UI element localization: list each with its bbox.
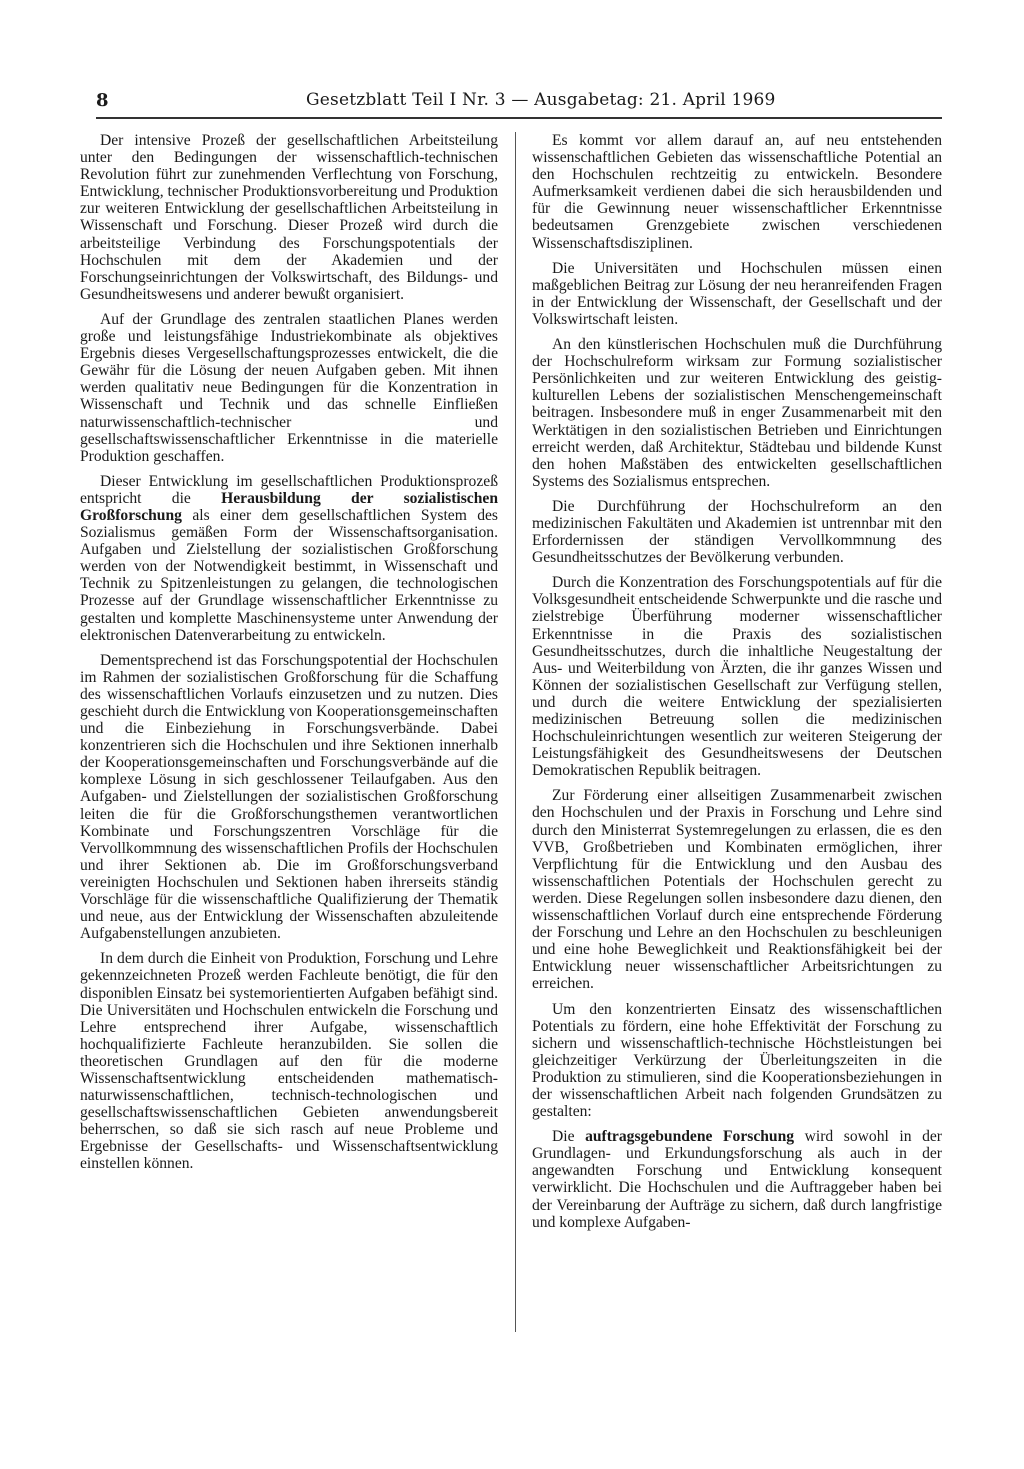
page-number: 8 [96,90,109,111]
paragraph: Die Universitäten und Hochschulen müssen einen maßgeblichen Beitrag zur Lösung der neu heranreifenden Fragen in der Entwicklung der Wissenschaft, der Gesellschaft und der Volkswirtschaft leisten. [532,259,942,328]
paragraph: Der intensive Prozeß der gesellschaftlichen Arbeitsteilung unter den Bedingungen der wissenschaftlich-technischen Revolution führt zur zunehmenden Verflechtung von Forschung, Entwicklung, technischer Produktionsvorbereitung und Produktion zur weiteren Entwicklung der gesellschaftlichen Arbeitsteilung in Wissenschaft und Forschung. Dieser Prozeß wird durch die arbeitsteilige Verbindung des Forschungspotentials der Hochschulen mit dem der Akademien und der Forschungseinrichtungen der Volkswirtschaft, des Bildungs- und Gesundheitswesens und anderer bewußt organisiert. [80,132,498,303]
running-title: Gesetzblatt Teil I Nr. 3 — Ausgabetag: 21. April 1969 [306,90,776,110]
paragraph: Dementsprechend ist das Forschungspotential der Hochschulen im Rahmen der sozialistischen Großforschung für die Schaffung des wissenschaftlichen Vorlaufs einzusetzen und zu nutzen. Dies geschieht durch die Entwicklung von Kooperationsgemeinschaften und die Einbeziehung in Forschungsverbände. Dabei konzentrieren sich die Hochschulen und ihre Sektionen innerhalb der Kooperationsgemeinschaften und Forschungsverbände auf die komplexe Lösung in sich geschlossener Teilaufgaben. Aus den Aufgaben- und Zielstellungen der sozialistischen Großforschung leiten die für die Großforschungsthemen verantwortlichen Kombinate und Forschungszentren Vorschläge für die Vervollkommnung des wissenschaftlichen Profils der Hochschulen und ihrer Sektionen ab. Die im Großforschungsverband vereinigten Hochschulen und Sektionen haben ihrerseits ständig Vorschläge für die wissenschaftliche Qualifizierung der Thematik und neue, aus der Entwicklung der Wissenschaften abzuleitende Aufgabenstellungen anzubieten. [80,651,498,943]
paragraph: Auf der Grundlage des zentralen staatlichen Planes werden große und leistungsfähige Industriekombinate als objektives Ergebnis dieses Vergesellschaftungsprozesses entwickelt, die die Gewähr für die Lösung der neuen Aufgaben geben. Mit ihnen werden qualitativ neue Bedingungen für die Konzentration in Wissenschaft und Technik und das schnelle Einfließen naturwissenschaftlich-technischer und gesellschaftswissenschaftlicher Erkenntnisse in die materielle Produktion geschaffen. [80,310,498,465]
paragraph [80,473,498,644]
text-span: wird sowohl in der Grundlagen- und Erkundungsforschung als auch in der angewandten Forschung und Entwicklung konsequent verwirklicht. Die Hochschulen und die Auftraggeber haben bei der Vereinbarung der Aufträge zu sichern, daß durch langfristige und komplexe Aufgaben- [532,1128,942,1231]
column-divider [515,132,516,1332]
header-rule [96,117,942,119]
paragraph: Es kommt vor allem darauf an, auf neu entstehenden wissenschaftlichen Gebieten das wissenschaftliche Potential an den Hochschulen rechtzeitig zu entwickeln. Besondere Aufmerksamkeit verdienen dabei die sich herausbildenden und für die Gewinnung neuer wissenschaftlicher Erkenntnisse bedeutsamen Grenzgebiete zwischen verschiedenen Wissenschaftsdisziplinen. [532,132,942,252]
paragraph: Um den konzentrierten Einsatz des wissenschaftlichen Potentials zu fördern, eine hohe Effektivität der Forschung zu sichern und wissenschaftlich-technische Höchstleistungen bei gleichzeitiger Verkürzung der Überleitungszeiten in die Produktion zu stimulieren, sind die Kooperationsbeziehungen in der wissenschaftlichen Arbeit nach folgenden Grundsätzen zu gestalten: [532,1000,942,1121]
page-header [96,90,938,112]
paragraph [532,1128,942,1231]
text-span: Dieser Entwicklung im gesellschaftlichen Produktionsprozeß entspricht die [80,472,498,507]
bold-term: auftragsgebundene Forschung [585,1128,795,1146]
right-column [532,132,942,1239]
paragraph: Die Durchführung der Hochschulreform an den medizinischen Fakultäten und Akademien ist untrennbar mit den Erfordernissen der ständigen Vervollkommnung des Gesundheitsschutzes der Bevölkerung verbunden. [532,497,942,567]
left-column [80,132,498,1181]
paragraph: An den künstlerischen Hochschulen muß die Durchführung der Hochschulreform wirksam zur Formung sozialistischer Persönlichkeiten und zur weiteren Entwicklung des geistig-kulturellen Lebens der sozialistischen Menschengemeinschaft beitragen. Insbesondere muß in enger Zusammenarbeit mit den Werktätigen in den sozialistischen Betrieben und Einrichtungen erreicht werden, daß Architektur, Städtebau und bildende Kunst den hohen Maßstäben des entwickelten gesellschaftlichen Systems des Sozialismus entsprechen. [532,336,942,490]
bold-term: Herausbildung der sozialistischen Großforschung [80,489,498,524]
paragraph: Durch die Konzentration des Forschungspotentials auf für die Volksgesundheit entscheidende Schwerpunkte und die rasche und zielstrebige Überführung moderner wissenschaftlicher Erkenntnisse in die Praxis des sozialistischen Gesundheitsschutzes, durch die inhaltliche Neugestaltung der Aus- und Weiterbildung von Ärzten, die ihr ganzes Wissen und Können der sozialistischen Gesellschaft zur Verfügung stellen, und durch die weitere Entwicklung der spezialisierten medizinischen Betreuung sollen die medizinischen Hochschuleinrichtungen wesentlich zur weiteren Steigerung der Leistungsfähigkeit des Gesundheitswesens der Deutschen Demokratischen Republik beitragen. [532,574,942,780]
paragraph: Zur Förderung einer allseitigen Zusammenarbeit zwischen den Hochschulen und der Praxis in Forschung und Lehre sind durch den Ministerrat Systemregelungen zu erlassen, die es den VVB, Großbetrieben und Kombinaten ermöglichen, ihrer Verpflichtung für die Entwicklung und den Ausbau des wissenschaftlichen Potentials der Hochschulen gerecht zu werden. Diese Regelungen sollen insbesondere dazu dienen, den wissenschaftlichen Vorlauf durch eine entsprechende Förderung der Forschung und Lehre an den Hochschulen zu beschleunigen und eine hohe Beweglichkeit und Reaktionsfähigkeit bei der Entwicklung neuer wissenschaftlicher Arbeitsrichtungen zu erreichen. [532,787,942,993]
text-span: Die [552,1128,586,1146]
text-span: als einer dem gesellschaftlichen System des Sozialismus gemäßen Form der Wissenschaftsorganisation. Aufgaben und Zielstellung der sozialistischen Großforschung werden von der Notwendigkeit bestimmt, in Wissenschaft und Technik zu Spitzenleistungen zu gelangen, die technologischen Prozesse auf der Grundlage wissenschaftlicher Erkenntnisse zu gestalten und komplette Maschinensysteme unter Anwendung der elektronischen Datenverarbeitung zu entwickeln. [80,506,498,644]
paragraph: In dem durch die Einheit von Produktion, Forschung und Lehre gekennzeichneten Prozeß werden Fachleute benötigt, die für den disponiblen Einsatz bei systemorientierten Aufgaben befähigt sind. Die Universitäten und Hochschulen entwickeln die Forschung und Lehre entsprechend ihrer Aufgabe, wissenschaftlich hochqualifizierte Fachleute heranzubilden. Sie sollen die theoretischen Grundlagen auf den für die moderne Wissenschaftsentwicklung entscheidenden mathematisch-naturwissenschaftlichen, technisch-technologischen und gesellschaftswissenschaftlichen Gebieten anwendungsbereit beherrschen, so daß sie sich rasch auf neue Probleme und Ergebnisse der Gesellschafts- und Wissenschaftsentwicklung einstellen können. [80,950,498,1173]
